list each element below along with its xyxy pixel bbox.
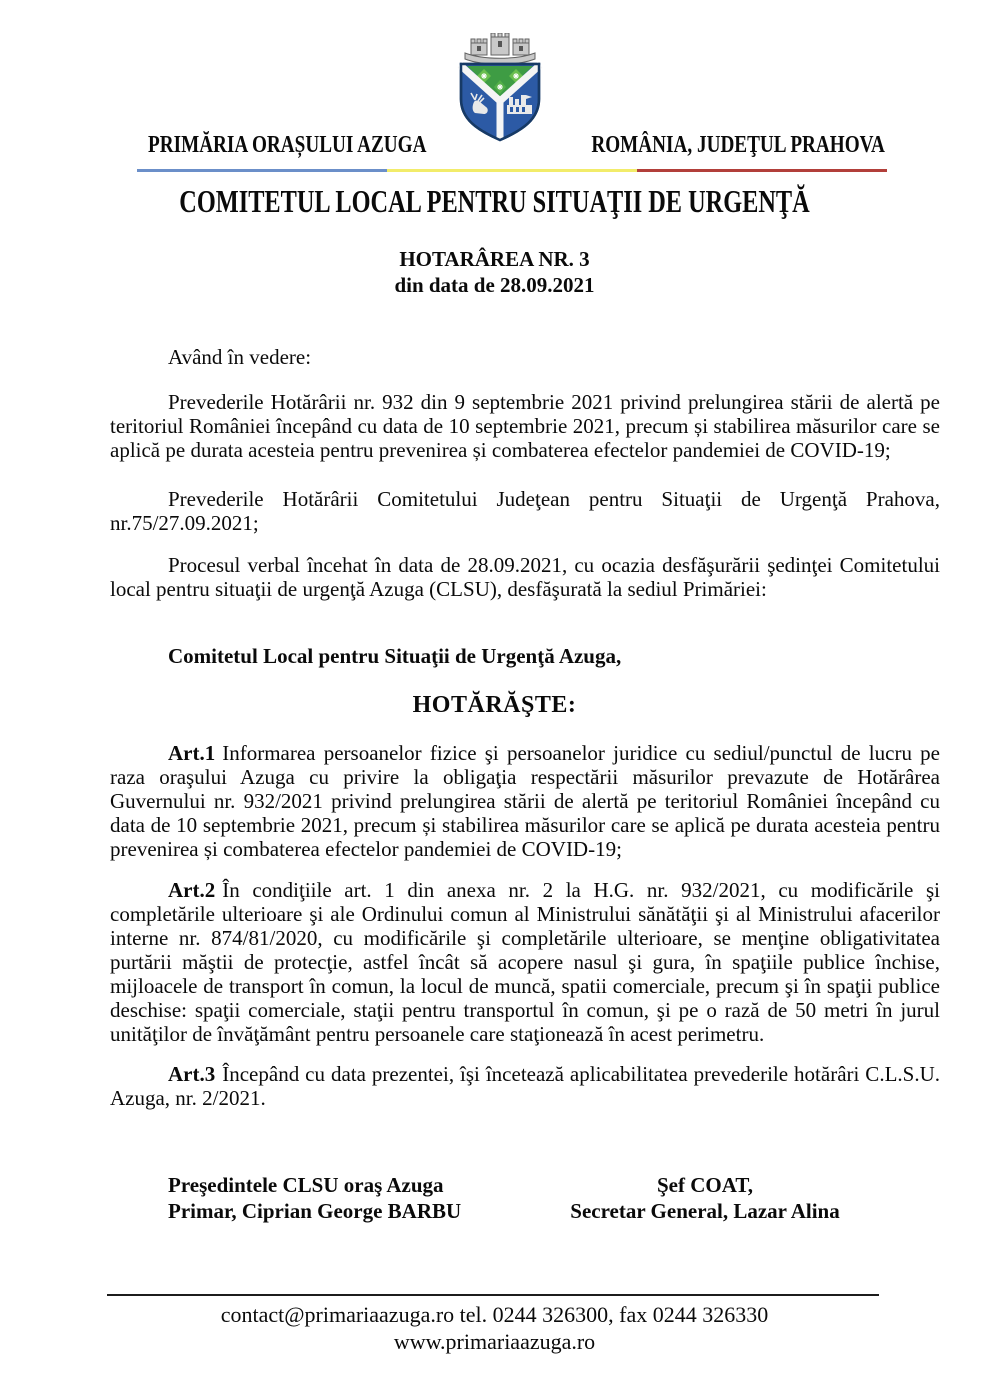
footer-divider [107, 1294, 879, 1296]
flag-blue-segment [137, 169, 387, 172]
flag-yellow-segment [387, 169, 637, 172]
article-3 [110, 1062, 940, 1110]
decision-number: HOTARÂREA NR. 3 [399, 247, 590, 271]
recital-3: Procesul verbal încehat în data de 28.09.2021, cu ocazia desfăşurării şedinţei Comitetului local pentru situaţii de urgenţă Azuga (CLSU), desfăşurată la sediul Primăriei: [110, 553, 940, 601]
recital-1: Prevederile Hotărârii nr. 932 din 9 septembrie 2021 privind prelungirea stării de alertă pe teritoriul României începând cu data de 10 septembrie 2021, precum și stabilirea măsurilor care se aplică pe durata acesteia pentru prevenirea și combaterea efectelor pandemiei de COVID-19; [110, 390, 940, 462]
decision-date: din data de 28.09.2021 [394, 273, 595, 297]
signature-left-name: Primar, Ciprian George BARBU [168, 1199, 462, 1223]
committee-title: COMITETUL LOCAL PENTRU SITUAŢII DE URGENŢĂ [179, 183, 810, 219]
article-2-label: Art.2 [168, 878, 216, 902]
signature-block-left [168, 1172, 461, 1224]
tricolor-divider [137, 169, 887, 172]
signature-right-title: Şef COAT, [656, 1173, 754, 1197]
decides-heading: HOTĂRĂŞTE: [412, 692, 577, 718]
article-3-text: Începând cu data prezentei, îşi încetează aplicabilitatea prevederile hotărâri C.L.S.U. Azuga, nr. 2/2021. [110, 1062, 940, 1110]
recital-2: Prevederile Hotărârii Comitetului Judeţean pentru Situaţii de Urgenţă Prahova, nr.75/27.09.2021; [110, 487, 940, 535]
signature-block-right [548, 1172, 862, 1224]
article-1 [110, 741, 940, 861]
footer-website: www.primariaazuga.ro [393, 1329, 596, 1354]
org-name-right: ROMÂNIA, JUDEŢUL PRAHOVA [591, 132, 885, 158]
committee-line: Comitetul Local pentru Situaţii de Urgenţă Azuga, [168, 644, 622, 668]
having-regard-line: Având în vedere: [168, 345, 312, 369]
signature-right-name: Secretar General, Lazar Alina [570, 1199, 840, 1223]
coat-of-arms-icon [453, 33, 547, 143]
article-3-label: Art.3 [168, 1062, 216, 1086]
article-2-text: În condiţiile art. 1 din anexa nr. 2 la H.G. nr. 932/2021, cu modificările şi completările ulterioare şi ale Ordinului comun al Ministrului sănătăţii şi al Ministrului afacerilor interne nr. 874/81/2020, cu modificările şi completările ulterioare, se menţine obligativitatea purtării măştii de protecţie, astfel încât să acopere nasul şi gura, în spaţiile publice închise, mijloacele de transport în comun, la locul de muncă, spatii comerciale, precum şi în spaţii publice deschise: spaţii comerciale, staţii pentru transportul în comun, şi pe o rază de 50 metri în jurul unităţilor de învăţământ pentru persoanele care staţionează în acest perimetru. [110, 878, 940, 1046]
footer-contact-line: contact@primariaazuga.ro tel. 0244 326300, fax 0244 326330 [220, 1302, 769, 1327]
signature-left-title: Preşedintele CLSU oraş Azuga [168, 1173, 444, 1197]
org-name-left: PRIMĂRIA ORAȘULUI AZUGA [148, 132, 427, 158]
article-1-label: Art.1 [168, 741, 216, 765]
article-2 [110, 878, 940, 1046]
article-1-text: Informarea persoanelor fizice şi persoanelor juridice cu sediul/punctul de lucru pe raza oraşului Azuga cu privire la obligaţia respectării măsurilor prevazute de Hotărârea Guvernului nr. 932/2021 privind prelungirea stării de alertă pe teritoriul României începând cu data de 10 septembrie 2021, precum și stabilirea măsurilor care se aplică pe durata acesteia pentru prevenirea și combaterea efectelor pandemiei de COVID-19; [110, 741, 940, 861]
flag-red-segment [637, 169, 887, 172]
